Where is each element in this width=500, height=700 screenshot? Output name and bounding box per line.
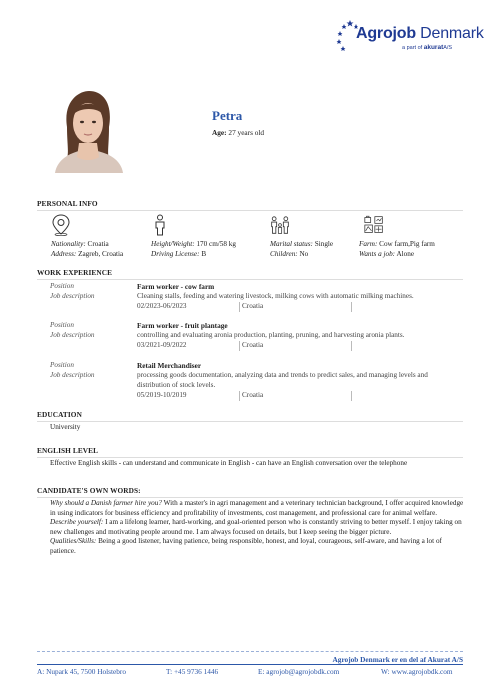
job-dates: 02/2023-06/2023 bbox=[137, 302, 187, 310]
separator bbox=[351, 302, 352, 312]
logo-subtitle: a part of akuratA/S bbox=[402, 44, 453, 51]
job-description: processing goods documentation, analyzing data and trends to predict sales, and managing levels and distribution of stock levels. bbox=[137, 371, 428, 389]
separator bbox=[351, 391, 352, 401]
education-value: University bbox=[50, 423, 81, 431]
job-description-label: Job description bbox=[50, 371, 95, 379]
footer-line bbox=[37, 664, 463, 665]
job-description-label: Job description bbox=[50, 292, 95, 300]
job-dates: 03/2021-09/2022 bbox=[137, 341, 187, 349]
position-label: Position bbox=[50, 321, 74, 329]
logo-brand: Agrojob Denmark bbox=[356, 25, 484, 42]
job-description-label: Job description bbox=[50, 331, 95, 339]
separator bbox=[239, 391, 240, 401]
company-logo bbox=[336, 18, 484, 56]
footer-phone: T: +45 9736 1446 bbox=[166, 667, 219, 676]
stars-icon bbox=[336, 18, 358, 52]
qualities-skills: Qualities/Skills: Being a good listener, having patience, being responsible, honest, and loyal, courageous, self-aware, and having a lot of patience. bbox=[50, 537, 442, 555]
location-pin-icon bbox=[51, 214, 71, 236]
position-label: Position bbox=[50, 282, 74, 290]
driving-license: Driving License: B bbox=[151, 249, 207, 258]
job-country: Croatia bbox=[242, 302, 264, 310]
footer-dashed-line bbox=[37, 651, 463, 652]
separator bbox=[239, 341, 240, 351]
footer-email[interactable]: E: agrojob@agrojobdk.com bbox=[258, 667, 340, 676]
height-weight: Height/Weight: 170 cm/58 kg bbox=[151, 240, 236, 248]
candidate-age: Age: 27 years old bbox=[212, 128, 265, 137]
job-description: Cleaning stalls, feeding and watering livestock, milking cows with automatic milking machines. bbox=[137, 292, 414, 300]
farm-icon bbox=[364, 214, 384, 236]
divider bbox=[37, 497, 463, 498]
section-work-experience: WORK EXPERIENCE bbox=[37, 268, 113, 277]
nationality: Nationality: Croatia bbox=[51, 240, 109, 248]
section-education: EDUCATION bbox=[37, 410, 82, 419]
english-value: Effective English skills - can understand and communicate in English - can have an English conversation over the telephone bbox=[50, 459, 408, 467]
farm-type: Farm: Cow farm,Pig farm bbox=[359, 240, 435, 248]
separator bbox=[351, 341, 352, 351]
marital-status: Marital status: Single bbox=[270, 240, 334, 248]
divider bbox=[37, 279, 463, 280]
personal-col-4 bbox=[359, 240, 435, 259]
section-personal-info: PERSONAL INFO bbox=[37, 199, 98, 208]
job-dates: 05/2019-10/2019 bbox=[137, 391, 187, 399]
job-title: Farm worker - fruit plantage bbox=[137, 321, 228, 330]
describe-yourself: Describe yourself: I am a lifelong learner, hard-working, and goal-oriented person who is constantly striving to better myself. I enjoy taking on new challenges and motivating people around me. I am always focused on details, but I keep seeing the bigger picture. bbox=[50, 518, 462, 536]
personal-col-2 bbox=[151, 240, 236, 259]
address: Address: Zagreb, Croatia bbox=[51, 249, 124, 258]
footer-address: A: Nupark 45, 7500 Holstebro bbox=[37, 667, 126, 676]
job-country: Croatia bbox=[242, 341, 264, 349]
divider bbox=[37, 210, 463, 211]
candidate-photo bbox=[49, 87, 127, 173]
job-country: Croatia bbox=[242, 391, 264, 399]
personal-col-1 bbox=[51, 240, 123, 259]
job-title: Farm worker - cow farm bbox=[137, 282, 215, 291]
person-icon bbox=[150, 214, 170, 236]
divider bbox=[37, 421, 463, 422]
job-title: Retail Merchandiser bbox=[137, 361, 202, 370]
own-words-text bbox=[50, 499, 466, 556]
family-icon bbox=[270, 214, 290, 236]
footer-company: Agrojob Denmark er en del af Akurat A/S bbox=[332, 655, 463, 664]
job-description: controlling and evaluating aronia production, planting, pruning, and harvesting aronia plants. bbox=[137, 331, 405, 339]
why-hire: Why should a Danish farmer hire you? With a master's in agri management and a veterinary technician background, I offer acquired knowledge in using indicators for business efficiency and profitability of investments, cost management, and professional care for animal welfare. bbox=[50, 499, 464, 517]
divider bbox=[37, 457, 463, 458]
wants-job: Wants a job: Alone bbox=[359, 249, 415, 258]
section-english-level: ENGLISH LEVEL bbox=[37, 446, 99, 455]
position-label: Position bbox=[50, 361, 74, 369]
separator bbox=[239, 302, 240, 312]
children: Children: No bbox=[270, 249, 309, 258]
section-own-words: CANDIDATE'S OWN WORDS: bbox=[37, 486, 141, 495]
footer-website[interactable]: W: www.agrojobdk.com bbox=[381, 667, 453, 676]
personal-col-3 bbox=[270, 240, 333, 259]
candidate-name: Petra bbox=[212, 108, 243, 123]
